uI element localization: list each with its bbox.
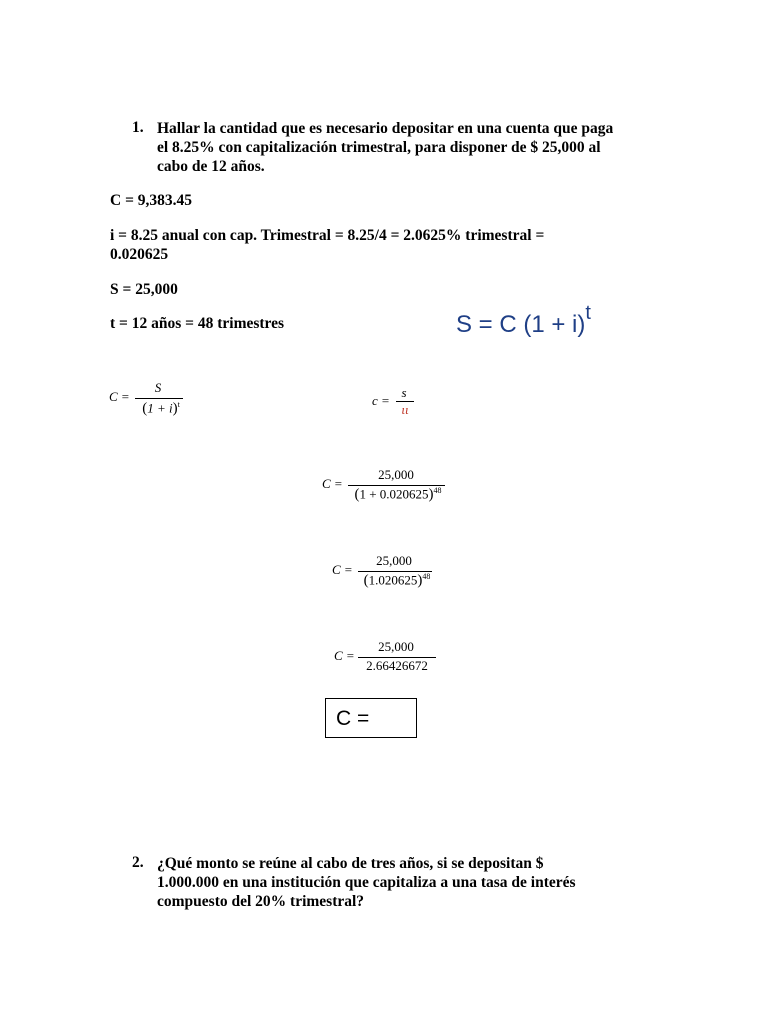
equation-lhs: c = [372, 393, 390, 408]
equation-c-general [109, 380, 199, 420]
formula-base: S = C (1 + i) [456, 311, 586, 338]
problem-2-text [157, 854, 677, 911]
den-exponent: t [177, 400, 180, 409]
problem-1-text-line-1: Hallar la cantidad que es necesario depositar en una cuenta que paga [157, 120, 614, 137]
den-close: ) [417, 572, 423, 589]
equation-lhs: C = [332, 562, 353, 577]
equation-denominator [133, 400, 189, 417]
problem-1-text [157, 119, 677, 176]
den-body: 1 + i [147, 400, 173, 416]
equation-numerator: 25,000 [378, 639, 414, 654]
equation-lhs: C = [322, 476, 343, 491]
equation-numerator: S [154, 380, 162, 395]
equation-denominator [354, 572, 440, 589]
formula-exponent: t [585, 302, 591, 324]
problem-1-text-line-2: el 8.25% con capitalización trimestral, para disponer de $ 25,000 al [157, 139, 601, 156]
equation-lhs: C = [109, 389, 130, 404]
answer-box [325, 698, 417, 738]
den-close: ) [172, 400, 178, 417]
equation-numerator: s [401, 385, 407, 400]
den-open: ( [354, 486, 360, 503]
den-body: 1 + 0.020625 [359, 486, 429, 502]
problem-1-number: 1. [132, 119, 144, 136]
given-i-line-1: i = 8.25 anual con cap. Trimestral = 8.25/4 = 2.0625% trimestral = [110, 227, 545, 244]
equation-c-step-1 [322, 467, 452, 509]
given-t-value: t = 12 años = 48 trimestres [110, 315, 285, 332]
den-close: ) [428, 486, 434, 503]
compound-interest-formula [456, 302, 591, 339]
problem-2-text-line-2: 1.000.000 en una institución que capitaliza a una tasa de interés [157, 874, 576, 891]
given-c-value: C = 9,383.45 [110, 192, 193, 209]
equation-numerator: 25,000 [378, 467, 414, 482]
den-body: 1.020625 [368, 572, 418, 588]
den-exponent: 48 [433, 486, 442, 495]
fraction-bar [135, 398, 183, 399]
equation-denominator: 2.66426672 [366, 658, 428, 673]
given-i-line-2: 0.020625 [110, 246, 169, 263]
den-open: ( [363, 572, 369, 589]
equation-denominator: ιι [401, 402, 409, 417]
problem-2-number: 2. [132, 854, 144, 871]
problem-1-text-line-3: cabo de 12 años. [157, 158, 265, 175]
answer-label: C = [336, 707, 370, 730]
equation-denominator [344, 486, 452, 503]
equation-numerator: 25,000 [376, 553, 412, 568]
den-exponent: 48 [422, 572, 431, 581]
den-open: ( [142, 400, 148, 417]
problem-2-text-line-3: compuesto del 20% trimestral? [157, 893, 365, 910]
equation-c-handwritten [372, 385, 422, 417]
equation-c-step-3 [334, 639, 438, 677]
equation-lhs: C = [334, 648, 355, 663]
given-s-value: S = 25,000 [110, 281, 178, 298]
problem-2-text-line-1: ¿Qué monto se reúne al cabo de tres años, si se depositan $ [157, 855, 544, 872]
equation-c-step-2 [332, 553, 442, 595]
